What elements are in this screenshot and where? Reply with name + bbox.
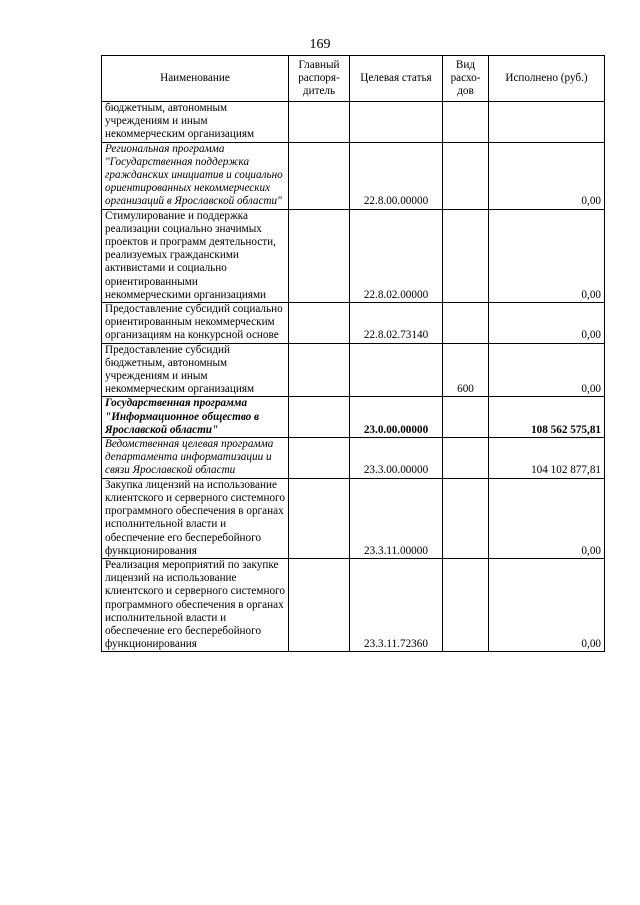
header-target: Целевая статья [350,56,443,102]
row-main-manager [289,102,350,143]
budget-table [101,55,605,652]
row-executed: 0,00 [489,209,605,302]
row-name: Стимулирование и поддержка реализации социально значимых проектов и программ деятельности, реализуемых гражданскими активистами и социально ориентированными некоммерческими организациями [102,209,289,302]
row-executed: 0,00 [489,343,605,397]
table-row [102,102,605,143]
row-target: 23.3.00.00000 [350,438,443,479]
table-row [102,142,605,209]
row-name: бюджетным, автономным учреждениям и иным некоммерческим организациям [102,102,289,143]
table-row [102,209,605,302]
row-main-manager [289,558,350,651]
row-main-manager [289,397,350,438]
table-row [102,438,605,479]
row-target: 22.8.00.00000 [350,142,443,209]
row-executed: 0,00 [489,558,605,651]
row-name: Государственная программа "Информационное общество в Ярославской области" [102,397,289,438]
table-header-row [102,56,605,102]
row-name: Ведомственная целевая программа департамента информатизации и связи Ярославской области [102,438,289,479]
table-row [102,558,605,651]
row-expense-type [443,142,489,209]
row-executed: 0,00 [489,303,605,344]
header-expense-type: Вид расхо-дов [443,56,489,102]
row-executed [489,102,605,143]
row-name: Закупка лицензий на использование клиентского и серверного системного программного обеспечения в органах исполнительной власти и обеспечение его бесперебойного функционирования [102,478,289,558]
table-row [102,303,605,344]
row-target [350,102,443,143]
row-expense-type [443,397,489,438]
row-target: 23.3.11.00000 [350,478,443,558]
header-executed: Исполнено (руб.) [489,56,605,102]
header-name: Наименование [102,56,289,102]
row-main-manager [289,343,350,397]
row-expense-type [443,209,489,302]
row-expense-type [443,478,489,558]
header-main-manager: Главный распоря-дитель [289,56,350,102]
row-main-manager [289,478,350,558]
page-number: 169 [309,37,331,52]
row-expense-type [443,102,489,143]
row-target: 22.8.02.73140 [350,303,443,344]
row-target: 23.0.00.00000 [350,397,443,438]
table-row [102,343,605,397]
row-main-manager [289,438,350,479]
row-name: Предоставление субсидий социально ориентированным некоммерческим организациям на конкурсной основе [102,303,289,344]
row-expense-type [443,303,489,344]
row-name: Региональная программа "Государственная поддержка гражданских инициатив и социально ориентированных некоммерческих организаций в Ярославской области" [102,142,289,209]
row-main-manager [289,142,350,209]
row-executed: 0,00 [489,142,605,209]
row-executed: 104 102 877,81 [489,438,605,479]
row-name: Реализация мероприятий по закупке лицензий на использование клиентского и серверного системного программного обеспечения в органах исполнительной власти и обеспечение его бесперебойного функционирования [102,558,289,651]
row-main-manager [289,303,350,344]
row-expense-type [443,438,489,479]
row-target: 22.8.02.00000 [350,209,443,302]
row-target: 23.3.11.72360 [350,558,443,651]
row-name: Предоставление субсидий бюджетным, автономным учреждениям и иным некоммерческим организациям [102,343,289,397]
row-expense-type [443,558,489,651]
row-executed: 108 562 575,81 [489,397,605,438]
row-expense-type: 600 [443,343,489,397]
row-executed: 0,00 [489,478,605,558]
table-row [102,397,605,438]
row-target [350,343,443,397]
row-main-manager [289,209,350,302]
table-row [102,478,605,558]
